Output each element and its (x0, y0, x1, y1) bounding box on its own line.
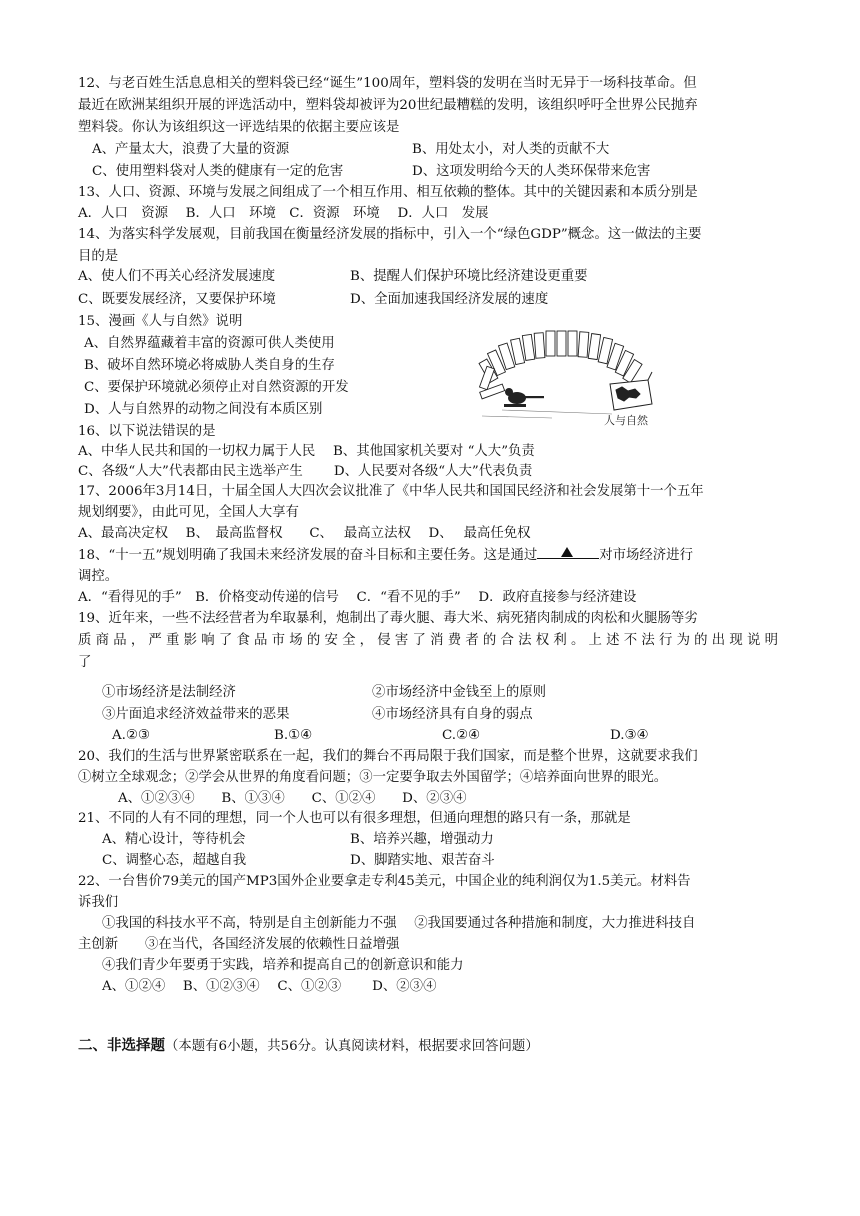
q22-statement-line-1: ①我国的科技水平不高，特别是自主创新能力不强 ②我国要通过各种措施和制度，大力推进科技自 (102, 916, 696, 931)
q21-option-a: A、精心设计，等待机会 (102, 832, 246, 847)
q19-stem-line-2: 质商品，严重影响了食品市场的安全，侵害了消费者的合法权利。上述不法行为的出现说明 (78, 633, 778, 648)
section-2-heading (78, 1037, 539, 1056)
q17-options: A、最高决定权 B、 最高监督权 C、 最高立法权 D、 最高任免权 (78, 526, 531, 541)
q14-option-c: C、既要发展经济，又要保护环境 (78, 292, 276, 307)
q15-stem: 15、漫画《人与自然》说明 (78, 314, 243, 329)
q20-stem-line-2: ①树立全球观念；②学会从世界的角度看问题；③一定要争取去外国留学；④培养面向世界的眼光。 (78, 770, 668, 785)
q15-option-a: A、自然界蕴藏着丰富的资源可供人类使用 (84, 336, 335, 351)
q19-stem-line-3: 了 (78, 655, 92, 670)
q12-option-d: D、这项发明给今天的人类环保带来危害 (412, 164, 651, 179)
answer-blank (537, 546, 599, 559)
q14-option-a: A、使人们不再关心经济发展速度 (78, 269, 276, 284)
q19-option-c: C.②④ (442, 728, 481, 743)
q16-stem: 16、以下说法错误的是 (78, 424, 216, 439)
triangle-icon (561, 547, 573, 557)
q18-options: A．“看得见的手” B．价格变动传递的信号 C．“看不见的手” D．政府直接参与经济建设 (78, 590, 637, 605)
q20-options: A、①②③④ B、①③④ C、①②④ D、②③④ (118, 791, 467, 806)
q19-statement-2: ②市场经济中金钱至上的原则 (372, 685, 547, 700)
q18-stem-line-1 (78, 546, 693, 565)
q19-option-d: D.③④ (610, 728, 649, 743)
q19-option-a: A.②③ (112, 728, 150, 743)
q12-stem-line-2: 最近在欧洲某组织开展的评选活动中，塑料袋却被评为20世纪最糟糕的发明，该组织呼吁全世界公民抛弃 (78, 98, 698, 113)
q12-option-b: B、用处太小，对人类的贡献不大 (412, 142, 610, 157)
q21-option-c: C、调整心态，超越自我 (102, 853, 247, 868)
human-and-nature-cartoon (462, 318, 668, 428)
q19-stem-line-1: 19、近年来，一些不法经营者为牟取暴利，炮制出了毒火腿、毒大米、病死猪肉制成的肉松和火腿肠等劣 (78, 611, 698, 626)
q20-stem-line-1: 20、我们的生活与世界紧密联系在一起，我们的舞台不再局限于我们国家，而是整个世界，这就要求我们 (78, 749, 698, 764)
q19-option-b: B.①④ (274, 728, 313, 743)
q22-statement-line-2: 主创新 ③在当代，各国经济发展的依赖性日益增强 (78, 937, 400, 952)
q21-option-b: B、培养兴趣，增强动力 (350, 832, 494, 847)
q12-stem-line-3: 塑料袋。你认为该组织这一评选结果的依据主要应该是 (78, 120, 400, 135)
q18-stem-part-2: 对市场经济进行 (599, 548, 693, 563)
q14-stem-line-1: 14、为落实科学发展观，目前我国在衡量经济发展的指标中，引入一个“绿色GDP”概念。这一做法的主要 (78, 227, 702, 242)
q13-stem: 13、人口、资源、环境与发展之间组成了一个相互作用、相互依赖的整体。其中的关键因素和本质分别是 (78, 185, 698, 200)
q16-options-ab: A、中华人民共和国的一切权力属于人民 B、其他国家机关要对 “人大”负责 (78, 444, 535, 459)
q22-stem-line-1: 22、一台售价79美元的国产MP3国外企业要拿走专利45美元，中国企业的纯利润仅为1.5美元。材料告 (78, 874, 691, 889)
cartoon-caption: 人与自然 (604, 414, 648, 427)
q14-stem-line-2: 目的是 (78, 249, 119, 264)
section-2-title: 二、非选择题 (78, 1037, 165, 1054)
q17-stem-line-1: 17、2006年3月14日，十届全国人大四次会议批准了《中华人民共和国国民经济和社会发展第十一个五年 (78, 484, 704, 499)
q19-statement-4: ④市场经济具有自身的弱点 (372, 707, 533, 722)
q22-statement-line-3: ④我们青少年要勇于实践，培养和提高自己的创新意识和能力 (102, 958, 464, 973)
q18-stem-part-1: 18、“十一五”规划明确了我国未来经济发展的奋斗目标和主要任务。这是通过 (78, 548, 538, 563)
q15-option-c: C、要保护环境就必须停止对自然资源的开发 (84, 380, 349, 395)
q22-stem-line-2: 诉我们 (78, 895, 119, 910)
q15-option-d: D、人与自然界的动物之间没有本质区别 (84, 402, 323, 417)
q14-option-d: D、全面加速我国经济发展的速度 (350, 292, 549, 307)
q12-option-c: C、使用塑料袋对人类的健康有一定的危害 (92, 164, 344, 179)
q16-options-cd: C、各级“人大”代表都由民主选举产生 D、人民要对各级“人大”代表负责 (78, 464, 533, 479)
q13-options: A．人口 资源 B．人口 环境 C．资源 环境 D．人口 发展 (78, 206, 489, 221)
q17-stem-line-2: 规划纲要》，由此可见，全国人大享有 (78, 505, 299, 520)
q14-option-b: B、提醒人们保护环境比经济建设更重要 (350, 269, 588, 284)
q19-statement-1: ①市场经济是法制经济 (102, 685, 236, 700)
q19-statement-3: ③片面追求经济效益带来的恶果 (102, 707, 290, 722)
q12-option-a: A、产量太大，浪费了大量的资源 (92, 142, 290, 157)
q15-option-b: B、破坏自然环境必将威胁人类自身的生存 (84, 358, 335, 373)
q22-options: A、①②④ B、①②③④ C、①②③ D、②③④ (102, 979, 437, 994)
q18-stem-line-2: 调控。 (78, 569, 119, 584)
q21-option-d: D、脚踏实地、艰苦奋斗 (350, 853, 495, 868)
q12-stem-line-1: 12、与老百姓生活息息相关的塑料袋已经“诞生”100周年，塑料袋的发明在当时无异于一场科技革命。但 (78, 76, 697, 91)
section-2-instructions: （本题有6小题，共56分。认真阅读材料，根据要求回答问题） (165, 1039, 539, 1054)
q21-stem: 21、不同的人有不同的理想，同一个人也可以有很多理想，但通向理想的路只有一条，那就是 (78, 811, 631, 826)
